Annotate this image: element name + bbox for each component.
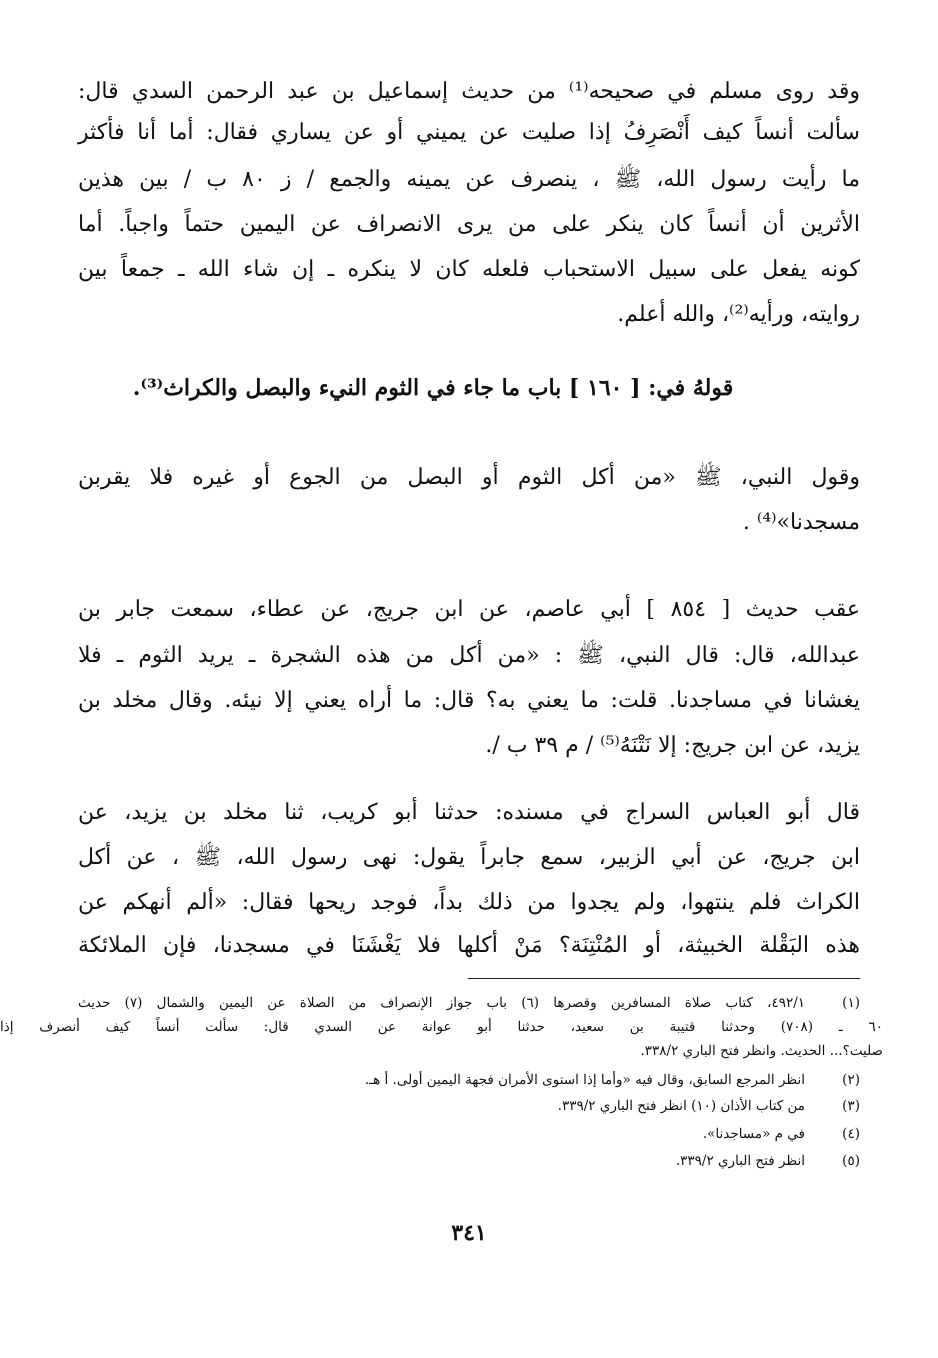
footnote-5 xyxy=(78,1150,860,1173)
paragraph-4-line-4: هذه البَقْلة الخبيثة، أو المُنْتِنَة؟ مَنْ أكلها فلا يَغْشَنَا في مسجدنا، فإن الملائكة xyxy=(78,933,860,958)
footnote-number: (٥) xyxy=(842,1153,860,1169)
paragraph-1-line-4: الأثرين أن أنساً كان ينكر على من يرى الانصراف عن اليمين حتماً واجباً. أما xyxy=(78,212,860,237)
page-number: ٣٤١ xyxy=(451,1220,487,1246)
paragraph-3-line-2: عبدالله، قال: قال النبي، ﷺ : «من أكل من هذه الشجرة ـ يريد الثوم ـ فلا xyxy=(78,643,860,668)
paragraph-1-line-6: روايته، ورأيه⁽²⁾، والله أعلم. xyxy=(617,302,860,327)
footnote-number: (٤) xyxy=(842,1126,860,1142)
paragraph-2-line-2: مسجدنا»⁽⁴⁾ . xyxy=(742,510,860,535)
paragraph-3-line-4: يزيد، عن ابن جريج: إلا نَتْنَهُ⁽⁵⁾ / م ٣٩ ب /. xyxy=(485,733,860,758)
section-heading: قولهُ في: [ ١٦٠ ] باب ما جاء في الثوم النيء والبصل والكراث⁽³⁾. xyxy=(132,375,734,401)
paragraph-4-line-1: قال أبو العباس السراج في مسنده: حدثنا أبو كريب، ثنا مخلد بن يزيد، عن xyxy=(78,800,860,825)
footnote-number: (٢) xyxy=(842,1072,860,1088)
footnote-number: (١) xyxy=(842,995,860,1011)
paragraph-3-line-3: يغشانا في مساجدنا. قلت: ما يعني به؟ قال: ما أراه يعني إلا نيئه. وقال مخلد بن xyxy=(78,688,860,713)
footnote-1 xyxy=(78,992,860,1015)
footnote-text: انظر فتح الباري ٣٣٩/٢. xyxy=(675,1153,805,1169)
footnote-text: في م «مساجدنا». xyxy=(702,1126,805,1142)
paragraph-4-line-3: الكراث فلم ينتهوا، ولم يجدوا من ذلك بداً، فوجد ريحها فقال: «ألم أنهكم عن xyxy=(78,890,860,915)
footnote-number: (٣) xyxy=(842,1098,860,1114)
footnote-4 xyxy=(78,1123,860,1146)
paragraph-3-line-1: عقب حديث [ ٨٥٤ ] أبي عاصم، عن ابن جريج، عن عطاء، سمعت جابر بن xyxy=(78,597,861,622)
paragraph-1-line-2: سألت أنساً كيف أَنْصَرِفُ إذا صليت عن يميني أو عن يساري فقال: أما أنا فأكثر xyxy=(78,120,860,145)
footnote-text: انظر المرجع السابق، وقال فيه «وأما إذا استوى الأمران فجهة اليمين أولى. أ هـ. xyxy=(364,1072,805,1088)
footnote-text: من كتاب الأذان (١٠) انظر فتح الباري ٣٣٩/٢. xyxy=(557,1098,805,1114)
footnote-1-continuation: صليت؟... الحديث. وانظر فتح الباري ٣٣٨/٢. xyxy=(640,1043,883,1059)
paragraph-1-line-1: وقد روى مسلم في صحيحه⁽¹⁾ من حديث إسماعيل بن عبد الرحمن السدي قال: xyxy=(78,79,860,104)
footnote-1-continuation: ٦٠ ـ (٧٠٨) وحدثنا قتيبة بن سعيد، حدثنا أبو عوانة عن السدي قال: سألت أنساً كيف أنصرف إذا xyxy=(0,1019,884,1035)
footnote-separator xyxy=(468,978,860,979)
paragraph-1-line-3: ما رأيت رسول الله، ﷺ ، ينصرف عن يمينه والجمع / ز ٨٠ ب / بين هذين xyxy=(78,167,861,192)
paragraph-4-line-2: ابن جريج، عن أبي الزبير، سمع جابراً يقول: نهى رسول الله، ﷺ ، عن أكل xyxy=(78,845,860,870)
footnote-2 xyxy=(78,1069,860,1092)
paragraph-2-line-1: وقول النبي، ﷺ «من أكل الثوم أو البصل من الجوع أو غيره فلا يقربن xyxy=(78,465,860,490)
footnote-3 xyxy=(78,1095,860,1118)
paragraph-1-line-5: كونه يفعل على سبيل الاستحباب فلعله كان لا ينكره ـ إن شاء الله ـ جمعاً بين xyxy=(78,257,860,282)
footnote-text: ٤٩٢/١، كتاب صلاة المسافرين وقصرها (٦) باب جواز الإنصراف من الصلاة عن اليمين والشمال (٧) حديث xyxy=(78,995,805,1011)
